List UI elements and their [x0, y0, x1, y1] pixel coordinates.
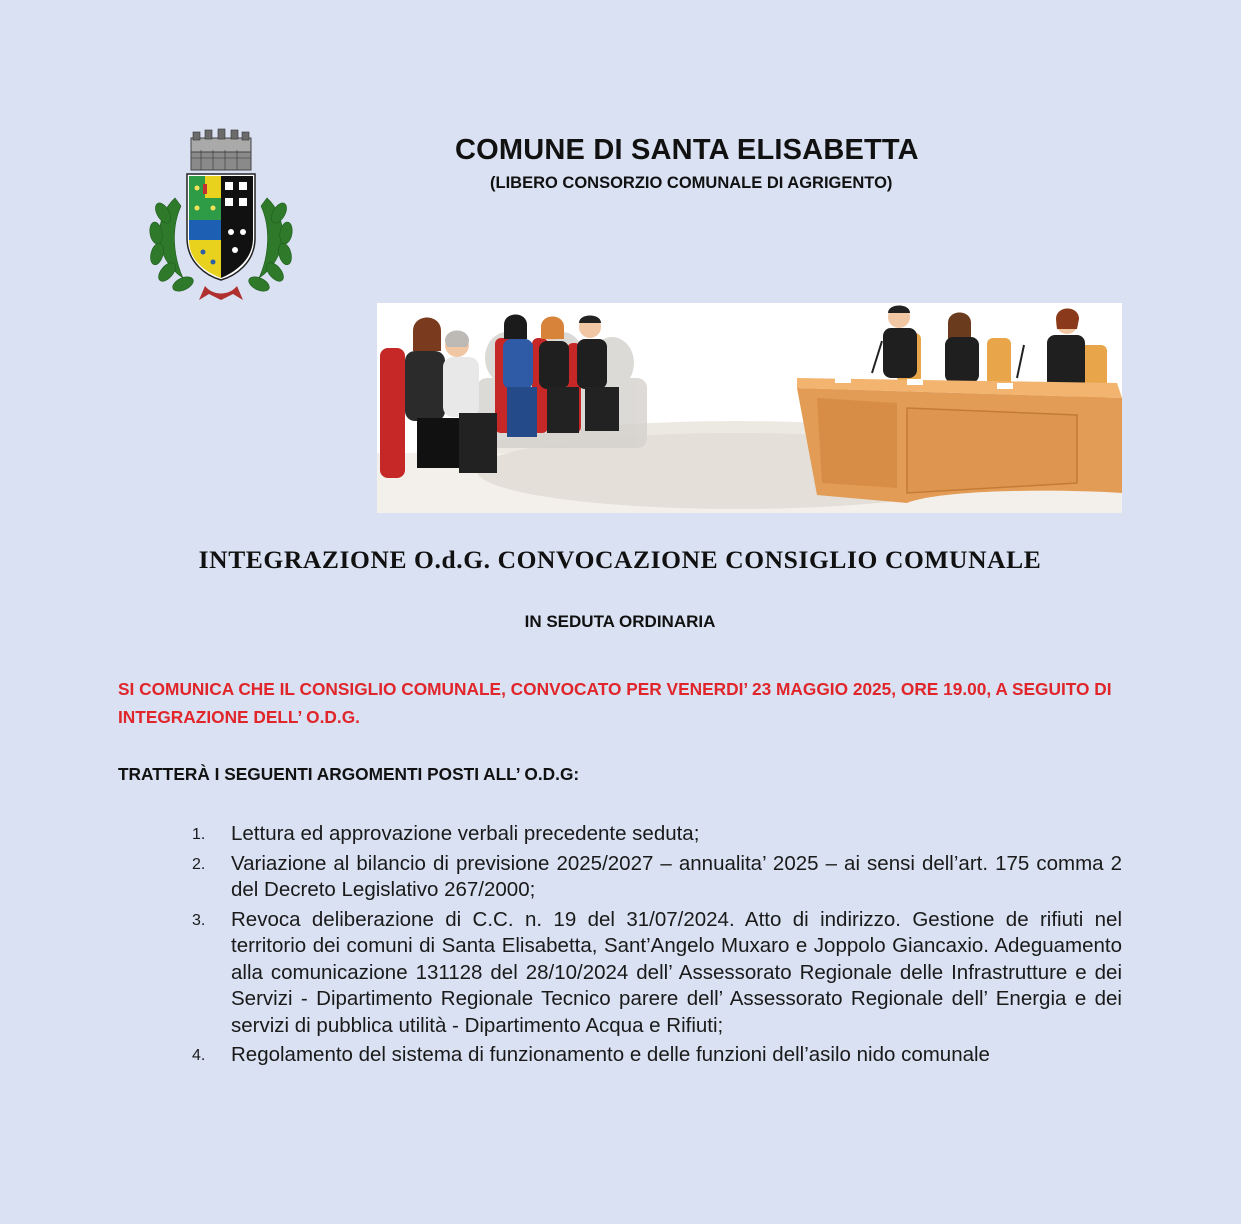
municipality-title: COMUNE DI SANTA ELISABETTA — [455, 134, 919, 166]
council-meeting-illustration — [377, 303, 1122, 513]
agenda-item-text: Lettura ed approvazione verbali precedente seduta; — [231, 822, 700, 845]
agenda-item-number: 2. — [192, 855, 206, 873]
agenda-item-text: Variazione al bilancio di previsione 2025/2027 – annualita’ 2025 – ai sensi dell’art. 175 comma 2 del Decreto Legislativo 267/2000; — [231, 851, 1122, 901]
agenda-item-number: 1. — [192, 826, 206, 843]
agenda-item-text: Regolamento del sistema di funzionamento e delle funzioni dell’asilo nido comunale — [231, 1043, 990, 1066]
agenda-intro: TRATTERÀ I SEGUENTI ARGOMENTI POSTI ALL’ O.D.G: — [118, 764, 580, 784]
agenda-item-number: 4. — [192, 1047, 206, 1064]
agenda-list — [192, 821, 1122, 1072]
agenda-item-number: 3. — [192, 911, 206, 929]
agenda-item — [192, 821, 1122, 848]
agenda-item-text: Revoca deliberazione di C.C. n. 19 del 31/07/2024. Atto di indirizzo. Gestione de rifiuti nel territorio dei comuni di Santa Elisabetta, Sant’Angelo Muxaro e Joppolo Giancaxio. Adeguamento alla comunicazione 131128 del 28/10/2024 dell’ Assessorato Regionale delle Infrastrutture e dei Servizi - Dipartimento Regionale Tecnico parere dell’ Assessorato Regionale dell’ Energia e dei servizi di pubblica utilità - Dipartimento Acqua e Rifiuti; — [231, 907, 1122, 1037]
agenda-item — [192, 851, 1122, 904]
municipality-subtitle: (LIBERO CONSORZIO COMUNALE DI AGRIGENTO) — [490, 174, 893, 192]
agenda-item — [192, 907, 1122, 1040]
document-title: INTEGRAZIONE O.d.G. CONVOCAZIONE CONSIGLIO COMUNALE — [198, 545, 1042, 574]
session-type: IN SEDUTA ORDINARIA — [524, 612, 716, 631]
agenda-item — [192, 1042, 1122, 1069]
convocation-notice: SI COMUNICA CHE IL CONSIGLIO COMUNALE, CONVOCATO PER VENERDI’ 23 MAGGIO 2025, ORE 19.00, A SEGUITO DI INTEGRAZIONE DELL’ O.D.G. — [118, 679, 1112, 727]
municipal-coat-of-arms-icon — [143, 128, 299, 304]
